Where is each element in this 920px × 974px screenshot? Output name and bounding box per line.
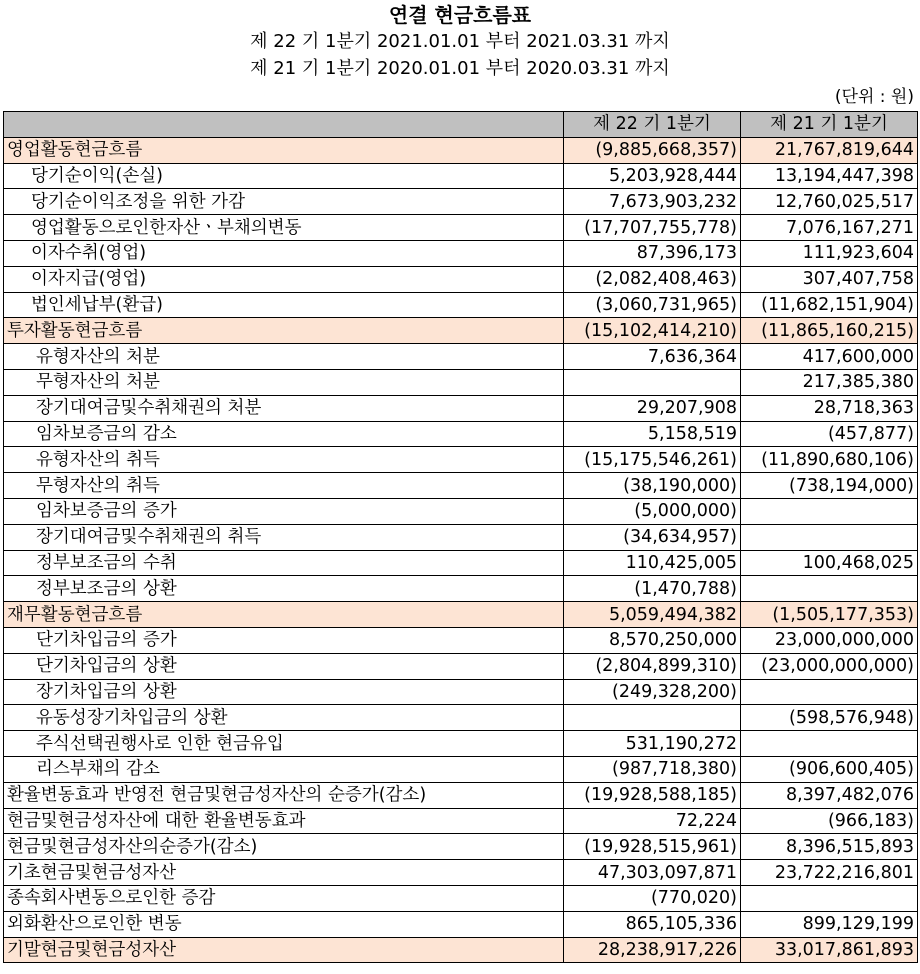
current-period-value: 29,207,908 (564, 395, 741, 421)
prior-period-value: (11,865,160,215) (741, 318, 918, 344)
current-period-value: 865,105,336 (564, 911, 741, 937)
current-period-value: (15,102,414,210) (564, 318, 741, 344)
prior-period-value: 217,385,380 (741, 369, 918, 395)
row-label: 단기차입금의 상환 (4, 653, 564, 679)
row-label: 무형자산의 처분 (4, 369, 564, 395)
table-row (4, 344, 918, 370)
row-label: 유형자산의 취득 (4, 447, 564, 473)
row-label: 재무활동현금흐름 (4, 602, 564, 628)
section-row (4, 602, 918, 628)
current-period-value: (19,928,588,185) (564, 782, 741, 808)
table-row (4, 756, 918, 782)
prior-period-value: 13,194,447,398 (741, 163, 918, 189)
table-row (4, 215, 918, 241)
current-period-value: (3,060,731,965) (564, 292, 741, 318)
prior-period-value (741, 885, 918, 911)
prior-period-value: 7,076,167,271 (741, 215, 918, 241)
table-row (4, 498, 918, 524)
table-row (4, 163, 918, 189)
table-row (4, 782, 918, 808)
current-period-value: (987,718,380) (564, 756, 741, 782)
row-label: 현금및현금성자산의순증가(감소) (4, 834, 564, 860)
row-label: 주식선택권행사로 인한 현금유입 (4, 731, 564, 757)
current-period-value: 47,303,097,871 (564, 860, 741, 886)
table-row (4, 421, 918, 447)
unit-label: (단위 : 원) (834, 87, 914, 107)
prior-period-value: 417,600,000 (741, 344, 918, 370)
table-row (4, 860, 918, 886)
prior-period-value: (11,890,680,106) (741, 447, 918, 473)
table-row (4, 395, 918, 421)
row-label: 정부보조금의 수취 (4, 550, 564, 576)
prior-period-value (741, 498, 918, 524)
current-period-value: 110,425,005 (564, 550, 741, 576)
current-period-value: 7,673,903,232 (564, 189, 741, 215)
row-label: 종속회사변동으로인한 증감 (4, 885, 564, 911)
current-period-value: 87,396,173 (564, 240, 741, 266)
header-row (4, 112, 918, 138)
table-row (4, 808, 918, 834)
prior-period-value: (11,682,151,904) (741, 292, 918, 318)
current-period-value: (9,885,668,357) (564, 137, 741, 163)
prior-period-value: 23,722,216,801 (741, 860, 918, 886)
table-row (4, 885, 918, 911)
prior-period-value (741, 679, 918, 705)
prior-period-value: 8,397,482,076 (741, 782, 918, 808)
current-period-value: (34,634,957) (564, 524, 741, 550)
prior-period-value: (906,600,405) (741, 756, 918, 782)
table-row (4, 576, 918, 602)
current-period-value: (249,328,200) (564, 679, 741, 705)
row-label: 이자수취(영업) (4, 240, 564, 266)
current-period-value: (1,470,788) (564, 576, 741, 602)
prior-period-value: 307,407,758 (741, 266, 918, 292)
prior-period-value (741, 576, 918, 602)
section-row (4, 318, 918, 344)
row-label: 당기순이익(손실) (4, 163, 564, 189)
current-period-value: 5,158,519 (564, 421, 741, 447)
prior-period-value: (457,877) (741, 421, 918, 447)
table-row (4, 679, 918, 705)
current-period-value: (17,707,755,778) (564, 215, 741, 241)
row-label: 정부보조금의 상환 (4, 576, 564, 602)
row-label: 장기차입금의 상환 (4, 679, 564, 705)
prior-period-value: 100,468,025 (741, 550, 918, 576)
table-row (4, 911, 918, 937)
prior-period-value: (738,194,000) (741, 473, 918, 499)
prior-period-value: (1,505,177,353) (741, 602, 918, 628)
prior-period-value: (598,576,948) (741, 705, 918, 731)
current-period-value: 531,190,272 (564, 731, 741, 757)
period-current: 제 22 기 1분기 2021.01.01 부터 2021.03.31 까지 (250, 31, 670, 52)
table-row (4, 627, 918, 653)
row-label: 외화환산으로인한 변동 (4, 911, 564, 937)
current-period-value: 8,570,250,000 (564, 627, 741, 653)
cash-flow-table (3, 111, 918, 963)
row-label: 당기순이익조정을 위한 가감 (4, 189, 564, 215)
section-row (4, 937, 918, 963)
table-row (4, 550, 918, 576)
current-period-value: (15,175,546,261) (564, 447, 741, 473)
table-row (4, 473, 918, 499)
table-row (4, 266, 918, 292)
prior-period-value (741, 731, 918, 757)
row-label: 무형자산의 취득 (4, 473, 564, 499)
prior-period-value: 23,000,000,000 (741, 627, 918, 653)
prior-period-value: (966,183) (741, 808, 918, 834)
current-period-value (564, 369, 741, 395)
table-row (4, 447, 918, 473)
row-label: 유동성장기차입금의 상환 (4, 705, 564, 731)
current-period-value: 5,203,928,444 (564, 163, 741, 189)
row-label: 장기대여금및수취채권의 취득 (4, 524, 564, 550)
row-label: 영업활동현금흐름 (4, 137, 564, 163)
statement-title: 연결 현금흐름표 (388, 3, 532, 27)
header-prior-period: 제 21 기 1분기 (741, 112, 918, 138)
prior-period-value (741, 524, 918, 550)
header-current-period: 제 22 기 1분기 (564, 112, 741, 138)
section-row (4, 137, 918, 163)
prior-period-value: 12,760,025,517 (741, 189, 918, 215)
prior-period-value: (23,000,000,000) (741, 653, 918, 679)
current-period-value: (2,082,408,463) (564, 266, 741, 292)
period-prior: 제 21 기 1분기 2020.01.01 부터 2020.03.31 까지 (250, 58, 670, 79)
prior-period-value: 33,017,861,893 (741, 937, 918, 963)
row-label: 임차보증금의 증가 (4, 498, 564, 524)
current-period-value: (38,190,000) (564, 473, 741, 499)
row-label: 환율변동효과 반영전 현금및현금성자산의 순증가(감소) (4, 782, 564, 808)
row-label: 현금및현금성자산에 대한 환율변동효과 (4, 808, 564, 834)
row-label: 리스부채의 감소 (4, 756, 564, 782)
table-row (4, 653, 918, 679)
row-label: 유형자산의 처분 (4, 344, 564, 370)
prior-period-value: 21,767,819,644 (741, 137, 918, 163)
row-label: 임차보증금의 감소 (4, 421, 564, 447)
current-period-value: 72,224 (564, 808, 741, 834)
header-label-cell (4, 112, 564, 138)
table-row (4, 369, 918, 395)
current-period-value: (2,804,899,310) (564, 653, 741, 679)
table-row (4, 731, 918, 757)
current-period-value: (770,020) (564, 885, 741, 911)
prior-period-value: 899,129,199 (741, 911, 918, 937)
current-period-value (564, 705, 741, 731)
prior-period-value: 111,923,604 (741, 240, 918, 266)
prior-period-value: 8,396,515,893 (741, 834, 918, 860)
current-period-value: 28,238,917,226 (564, 937, 741, 963)
table-row (4, 834, 918, 860)
table-row (4, 705, 918, 731)
row-label: 이자지급(영업) (4, 266, 564, 292)
current-period-value: 7,636,364 (564, 344, 741, 370)
row-label: 단기차입금의 증가 (4, 627, 564, 653)
row-label: 장기대여금및수취채권의 처분 (4, 395, 564, 421)
table-row (4, 524, 918, 550)
table-row (4, 189, 918, 215)
row-label: 투자활동현금흐름 (4, 318, 564, 344)
current-period-value: (5,000,000) (564, 498, 741, 524)
row-label: 법인세납부(환급) (4, 292, 564, 318)
row-label: 기말현금및현금성자산 (4, 937, 564, 963)
row-label: 영업활동으로인한자산ㆍ부채의변동 (4, 215, 564, 241)
table-row (4, 240, 918, 266)
row-label: 기초현금및현금성자산 (4, 860, 564, 886)
current-period-value: 5,059,494,382 (564, 602, 741, 628)
prior-period-value: 28,718,363 (741, 395, 918, 421)
table-row (4, 292, 918, 318)
current-period-value: (19,928,515,961) (564, 834, 741, 860)
